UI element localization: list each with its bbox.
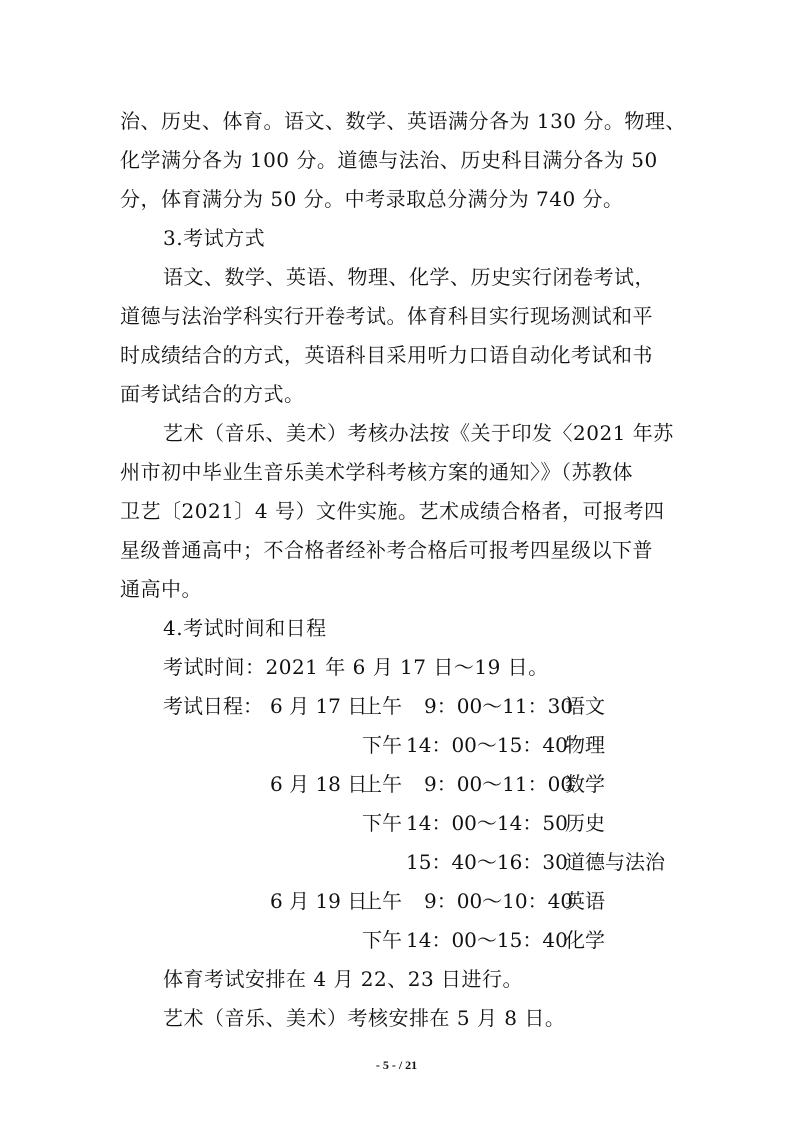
- art-exam-note: 艺术（音乐、美术）考核安排在 5 月 8 日。: [163, 1006, 566, 1030]
- schedule-date: 6 月 19 日: [270, 889, 368, 913]
- schedule-time: 9：00～11：30: [424, 694, 574, 718]
- paragraph-method-line-3: 时成绩结合的方式，英语科目采用听力口语自动化考试和书: [120, 343, 653, 367]
- schedule-period: 下午: [362, 811, 402, 835]
- paragraph-art-line-2: 州市初中毕业生音乐美术学科考核方案的通知〉》（苏教体: [120, 460, 633, 484]
- schedule-time: 9：00～11：00: [424, 772, 574, 796]
- schedule-time: 14：00～15：40: [406, 928, 568, 952]
- section-heading-exam-method: 3.考试方式: [163, 226, 266, 250]
- schedule-subject: 数学: [565, 772, 605, 796]
- schedule-subject: 道德与法治: [565, 850, 665, 874]
- schedule-period: 上午: [362, 889, 402, 913]
- paragraph-method-line-1: 语文、数学、英语、物理、化学、历史实行闭卷考试，: [163, 265, 655, 289]
- paragraph-art-line-4: 星级普通高中；不合格者经补考合格后可报考四星级以下普: [120, 538, 653, 562]
- paragraph-scores-line-3: 分，体育满分为 50 分。中考录取总分满分为 740 分。: [120, 187, 624, 211]
- paragraph-scores-line-2: 化学满分各为 100 分。道德与法治、历史科目满分各为 50: [120, 148, 658, 172]
- schedule-date: 6 月 17 日: [270, 694, 368, 718]
- schedule-time: 14：00～15：40: [406, 733, 568, 757]
- schedule-period: 下午: [362, 733, 402, 757]
- schedule-label: 考试日程：: [163, 694, 263, 718]
- paragraph-method-line-4: 面考试结合的方式。: [120, 382, 305, 406]
- section-heading-exam-schedule: 4.考试时间和日程: [163, 616, 327, 640]
- schedule-period: 上午: [362, 772, 402, 796]
- paragraph-art-line-5: 通高中。: [120, 577, 202, 601]
- paragraph-art-line-1: 艺术（音乐、美术）考核办法按《关于印发〈2021 年苏: [163, 421, 674, 445]
- schedule-subject: 语文: [565, 694, 605, 718]
- paragraph-method-line-2: 道德与法治学科实行开卷考试。体育科目实行现场测试和平: [120, 304, 653, 328]
- schedule-time: 15：40～16：30: [406, 850, 568, 874]
- schedule-period: 上午: [362, 694, 402, 718]
- schedule-subject: 英语: [565, 889, 605, 913]
- schedule-subject: 历史: [565, 811, 605, 835]
- exam-time-line: 考试时间：2021 年 6 月 17 日～19 日。: [163, 655, 549, 679]
- page-number: - 5 - / 21: [375, 1058, 418, 1072]
- schedule-period: 下午: [362, 928, 402, 952]
- schedule-subject: 化学: [565, 928, 605, 952]
- schedule-date: 6 月 18 日: [270, 772, 368, 796]
- paragraph-scores-line-1: 治、历史、体育。语文、数学、英语满分各为 130 分。物理、: [120, 109, 686, 133]
- schedule-time: 14：00～14：50: [406, 811, 568, 835]
- pe-exam-note: 体育考试安排在 4 月 22、23 日进行。: [163, 967, 524, 991]
- schedule-time: 9：00～10：40: [424, 889, 574, 913]
- paragraph-art-line-3: 卫艺〔2021〕4 号）文件实施。艺术成绩合格者，可报考四: [120, 499, 665, 523]
- schedule-subject: 物理: [565, 733, 605, 757]
